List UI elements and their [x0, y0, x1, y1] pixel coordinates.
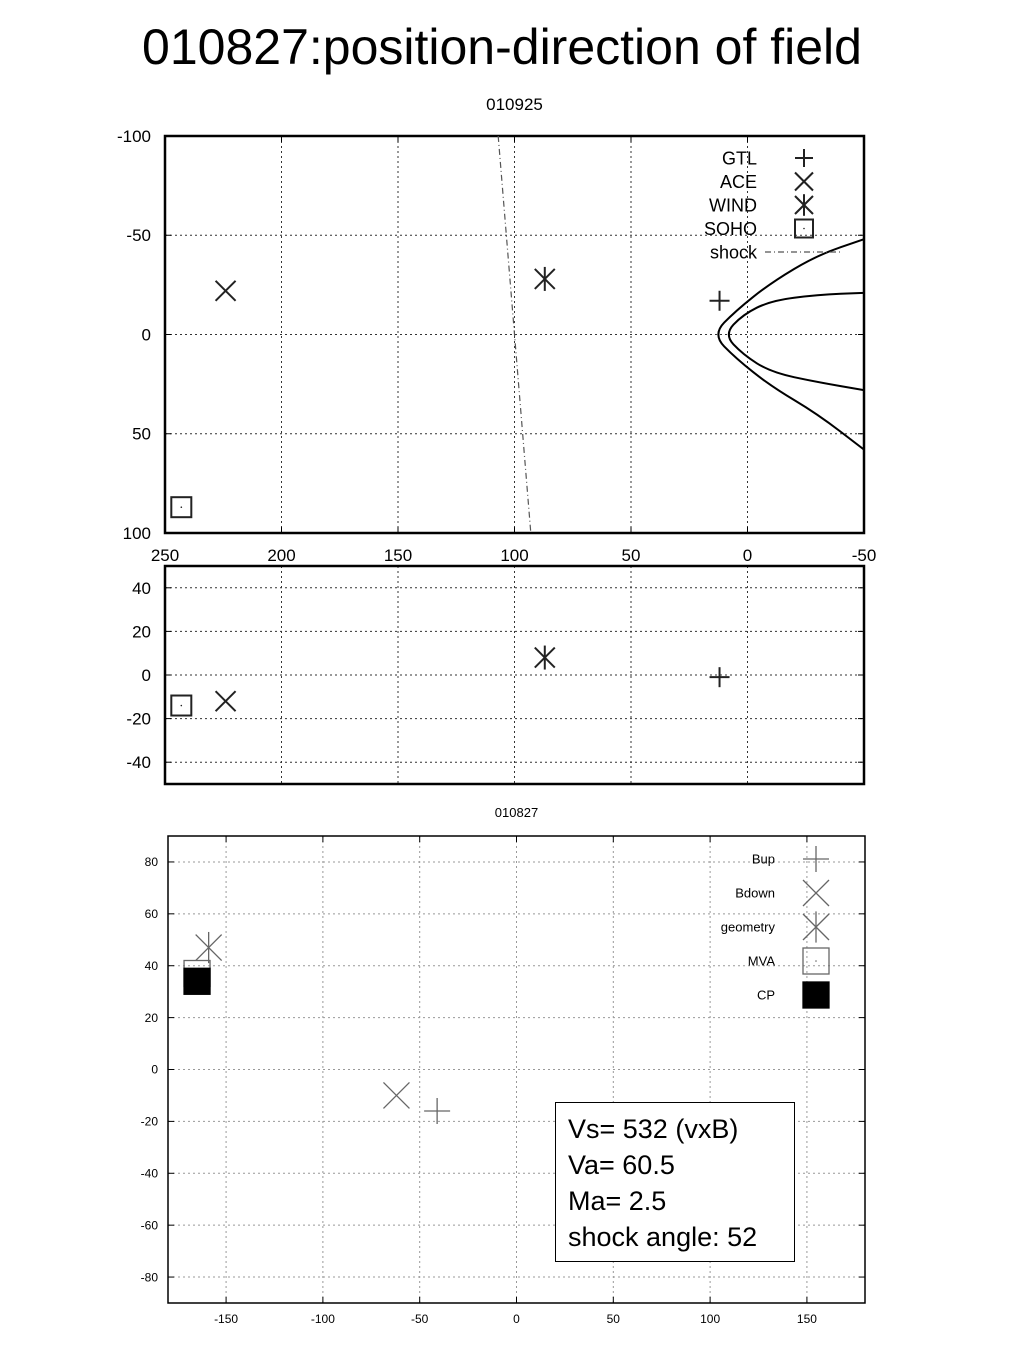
legend-label-cp: CP — [756, 987, 775, 1003]
legend-marker-mva-dot — [815, 960, 817, 962]
legend-marker-cp — [803, 982, 829, 1008]
x-tick-label: 250 — [150, 546, 180, 565]
page-title: 010827:position-direction of field — [142, 19, 862, 75]
point-cp-box — [184, 968, 210, 994]
x-tick-label: 0 — [513, 1312, 520, 1326]
point-ace — [216, 281, 236, 301]
shock-parameters-box — [555, 1102, 795, 1262]
point-soho — [171, 497, 191, 517]
point-ace — [216, 691, 236, 711]
legend — [721, 846, 829, 1008]
y-tick-label: 50 — [132, 424, 151, 444]
point-soho-dot — [181, 506, 183, 508]
tick-labels — [126, 579, 151, 772]
annotation-vs: Vs= 532 (vxB) — [568, 1114, 739, 1144]
legend-label-soho: SOHO — [703, 218, 757, 239]
tick-labels — [117, 127, 876, 565]
y-tick-label: -40 — [126, 753, 151, 773]
legend-label-shock: shock — [709, 242, 757, 263]
point-wind — [535, 646, 555, 670]
y-tick-label: -20 — [126, 709, 151, 729]
x-tick-label: 0 — [742, 546, 753, 565]
legend — [704, 148, 842, 262]
y-tick-label: 0 — [141, 325, 151, 345]
legend-marker-cp-box — [803, 982, 829, 1008]
x-tick-label: 50 — [606, 1312, 620, 1326]
y-tick-label: 0 — [141, 665, 151, 685]
grid-lines — [165, 566, 864, 784]
chart-title: 010925 — [486, 95, 543, 114]
legend-marker-wind — [795, 194, 813, 216]
bow-shock-curve — [718, 239, 864, 449]
chart-010925-xy — [117, 95, 876, 565]
legend-label-ace: ACE — [719, 171, 757, 192]
y-tick-label: -60 — [140, 1218, 158, 1233]
y-tick-label: 40 — [132, 578, 151, 598]
y-tick-label: 0 — [151, 1062, 158, 1077]
legend-label-bdown: Bdown — [735, 885, 775, 901]
point-wind — [535, 267, 555, 291]
legend-label-gtl: GTL — [721, 148, 757, 169]
y-tick-label: 20 — [132, 622, 151, 642]
y-tick-label: -80 — [140, 1270, 158, 1285]
y-tick-label: 100 — [122, 523, 151, 543]
y-tick-label: 40 — [144, 958, 158, 973]
y-tick-label: -50 — [126, 226, 151, 246]
legend-label-mva: MVA — [747, 953, 775, 969]
x-tick-label: 100 — [700, 1312, 721, 1326]
x-tick-label: -50 — [851, 546, 877, 565]
y-tick-label: 20 — [144, 1010, 158, 1025]
annotation-va: Va= 60.5 — [568, 1150, 675, 1180]
x-tick-label: 200 — [267, 546, 296, 565]
point-bup — [424, 1098, 450, 1124]
legend-label-geometry: geometry — [720, 919, 775, 935]
x-tick-label: -100 — [310, 1312, 335, 1326]
y-tick-label: -100 — [116, 126, 151, 146]
legend-label-wind: WIND — [709, 195, 757, 216]
point-soho — [171, 696, 191, 716]
legend-marker-bup — [803, 846, 829, 872]
chart-title: 010827 — [494, 805, 539, 820]
point-gtl — [710, 291, 730, 311]
y-tick-label: 80 — [144, 855, 158, 870]
x-tick-label: 50 — [621, 546, 641, 565]
x-tick-label: -50 — [411, 1312, 429, 1326]
y-tick-label: -20 — [140, 1114, 158, 1129]
x-tick-label: 150 — [796, 1312, 817, 1326]
chart-010925-xz — [126, 566, 864, 784]
annotation-shock-angle: shock angle: 52 — [568, 1222, 758, 1252]
legend-label-bup: Bup — [751, 851, 775, 867]
point-cp — [184, 968, 210, 994]
y-tick-label: 60 — [144, 907, 158, 922]
x-tick-label: -150 — [214, 1312, 239, 1326]
x-tick-label: 100 — [500, 546, 529, 565]
legend-marker-ace — [795, 173, 813, 191]
magnetopause-curve — [729, 293, 864, 390]
point-soho-dot — [181, 705, 183, 707]
x-tick-label: 150 — [383, 546, 413, 565]
legend-marker-gtl — [795, 149, 813, 167]
y-tick-label: -40 — [140, 1166, 158, 1181]
point-geometry — [196, 932, 222, 963]
point-bdown — [383, 1082, 409, 1108]
point-gtl — [710, 667, 730, 687]
annotation-ma: Ma= 2.5 — [568, 1186, 667, 1216]
legend-marker-soho-dot — [803, 228, 805, 230]
